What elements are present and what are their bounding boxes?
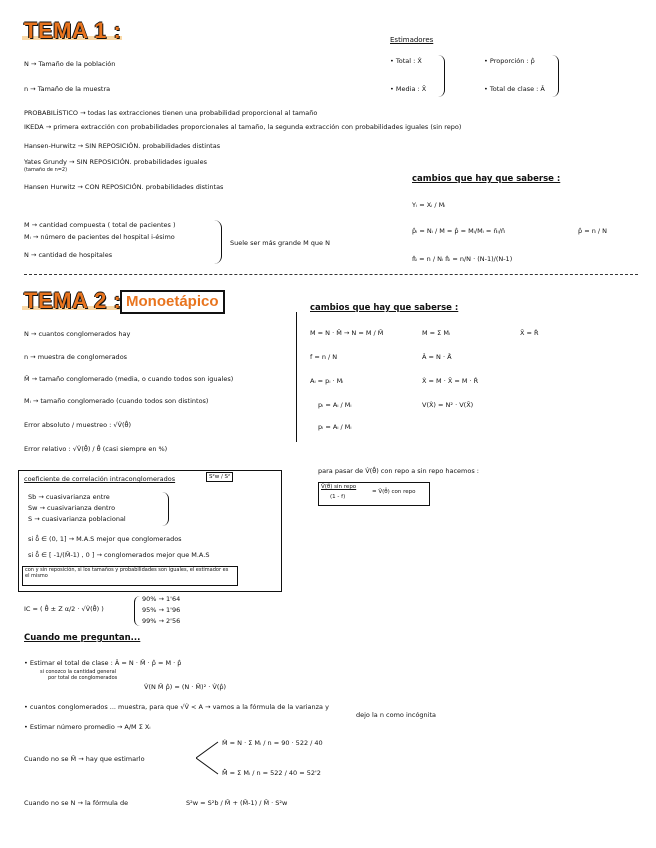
tema1-m-note: Suele ser más grande M que N [230,239,330,247]
tema2-cambios-f10: pᵢ = Aᵢ / Mᵢ [318,423,352,431]
tema2-line-Mbar: M̄ → tamaño conglomerado (media, o cuando todos son iguales) [24,375,234,383]
ic-formula: IC = ( θ̂ ± Z α/2 · √V̂(θ̂) ) [24,605,104,613]
estimadores-title: Estimadores [390,36,434,44]
tema2-line-error-rel: Error relativo : √V̂(θ̂) / θ̂ (casi siempre en %) [24,445,168,453]
ic-brace [134,596,140,626]
tema1-m-line-3: N → cantidad de hospitales [24,251,113,259]
cuando-q5: Cuando no se N → la fórmula de [24,799,129,807]
tema2-line-error-abs: Error absoluto / muestreo : √V̂(θ̂) [24,421,132,429]
tema2-cambios-f9: V(X̂) = N² · V(X̄) [422,401,474,409]
ic-level-99: 99% → 2'56 [142,617,181,625]
tema2-subtitle: Monoetápico [120,290,225,314]
tema1-m-brace [214,220,222,264]
tema1-m-line-2: Mᵢ → número de pacientes del hospital i-ésimo [24,233,175,241]
tema2-cambios-divider [296,312,297,442]
cuando-q4-b: M̄̂ = Σ Mᵢ / n = 522 / 40 = 52'2 [222,769,321,777]
tema2-line-N: N → cuantos conglomerados hay [24,330,131,338]
correlation-cond-1: si δ̂ ∈ (0, 1] → M.A.S mejor que conglomerados [28,535,182,543]
tema1-line-hansen-hurwitz: Hansen-Hurwitz → SIN REPOSICIÓN. probabilidades distintas [24,142,221,150]
estimadores-brace-2 [552,55,559,97]
tema2-cambios-f2: M = Σ Mᵢ [422,329,451,337]
correlation-brace [162,492,169,526]
conversion-fraction-bottom: (1 - f) [330,494,346,500]
cuando-q1-note-2: por total de conglomerados [48,675,118,681]
estimador-media: • Media : X̄ [390,85,427,93]
ic-level-95: 95% → 1'96 [142,606,181,614]
conversion-text: para pasar de V̂(θ̂) con repo a sin repo hacemos : [318,467,479,475]
cuando-q5-formula: S²w = S²b / M̄ + (M̄-1) / M̄ · S²w [186,799,288,807]
tema2-line-Mi: Mᵢ → tamaño conglomerado (cuando todos son distintos) [24,397,209,405]
tema1-m-line-1: M → cantidad compuesta ( total de pacientes ) [24,221,176,229]
tema2-cambios-title: cambios que hay que saberse : [310,303,459,313]
correlation-item-sb: Sb → cuasivarianza entre [28,493,110,501]
tema1-line-yates-note: (tamaño de n=2) [24,167,68,173]
correlation-note: con y sin reposición, si los tamaños y probabilidades son iguales, el estimador es el mismo [25,567,229,579]
tema2-cambios-f1: M = N · M̄ → N = M / M̄ [310,329,384,337]
tema1-line-n: n → Tamaño de la muestra [24,85,111,93]
tema2-line-n: n → muestra de conglomerados [24,353,128,361]
tema2-cambios-f8: pᵢ = Aᵢ / Mᵢ [318,401,352,409]
cuando-q4: Cuando no se M̄ → hay que estimarlo [24,755,145,763]
estimador-total-clase: • Total de clase : Â [484,85,545,93]
tema1-line-N: N → Tamaño de la población [24,60,116,68]
conversion-fraction-top: V̂(θ̂) sin repo [321,484,357,490]
cuando-q4-branch [196,738,220,778]
cuando-q4-a: M̂ = N · Σ Mᵢ / n = 90 · 522 / 40 [222,739,323,747]
tema1-cambios-f1: Yᵢ = Xᵢ / Mᵢ [412,201,446,209]
estimador-total: • Total : X̂ [390,57,422,65]
tema1-cambios-f2: p̂ᵢ = Nᵢ / M = p̂ = Mᵢ/Mᵢ = n̄ᵢ/n̄ [412,227,506,235]
cuando-q1: • Estimar el total de clase : Â = N · M̄ · p̂ = M · p̂ [24,659,182,667]
tema1-title: TEMA 1 : [24,18,122,43]
section-divider [24,274,638,275]
cuando-title: Cuando me preguntan... [24,633,141,643]
correlation-title: coeficiente de correlación intraconglomerados [24,475,176,483]
cuando-q2-b: dejo la n como incógnita [356,711,436,719]
ic-level-90: 90% → 1'64 [142,595,181,603]
tema1-line-probabilistico: PROBABILÍSTICO → todas las extracciones tienen una probabilidad proporcional al tamaño [24,109,318,117]
cuando-q2: • cuantos conglomerados ... muestra, para que √V̂ < A → vamos a la fórmula de la varianza y [24,703,329,711]
cuando-q1-note-1: si conozco la cantidad general [40,669,117,675]
estimadores-brace-1 [438,55,445,97]
tema2-title: TEMA 2 : [24,288,122,313]
conversion-result: = V̂(θ̂) con repo [372,489,416,495]
tema1-cambios-f3: p̂ = n / N [578,227,608,235]
correlation-item-s: S → cuasivarianza poblacional [28,515,126,523]
correlation-cond-2: si δ̂ ∈ [ -1/(M̄-1) , 0 ] → conglomerados mejor que M.A.S [28,551,210,559]
tema2-cambios-f6: Aᵢ = pᵢ · Mᵢ [310,377,344,385]
tema1-line-yates-grundy: Yates Grundy → SIN REPOSICIÓN. probabilidades iguales [24,158,207,166]
correlation-fraction: S²w / S² [206,472,233,482]
tema2-cambios-f7: X̂ = M · X̄ = M · R̂ [422,377,479,385]
tema2-cambios-f4: f = n / N [310,353,338,361]
tema2-cambios-f3: X̄ = R̂ [520,329,539,337]
cuando-q1-var: V̂(N M̄ p̂) = (N · M̄)² · V̂(p̂) [144,683,227,691]
tema1-cambios-title: cambios que hay que saberse : [412,174,561,184]
tema1-cambios-f4: π̂ᵢ = n / Nᵢ π̂ᵢ = n/N · (N-1)/(N-1) [412,255,513,263]
tema1-line-ikeda: IKEDA → primera extracción con probabilidades proporcionales al tamaño, la segunda extracción con probabilidades iguales (sin repo) [24,123,462,131]
tema1-line-hansen-con-repo: Hansen Hurwitz → CON REPOSICIÓN. probabilidades distintas [24,183,224,191]
tema2-cambios-f5: Â = N · Â̄ [422,353,452,361]
cuando-q3: • Estimar número promedio → A/M Σ Xᵢ [24,723,151,731]
correlation-item-sw: Sw → cuasivarianza dentro [28,504,116,512]
estimador-proporcion: • Proporción : p̂ [484,57,535,65]
